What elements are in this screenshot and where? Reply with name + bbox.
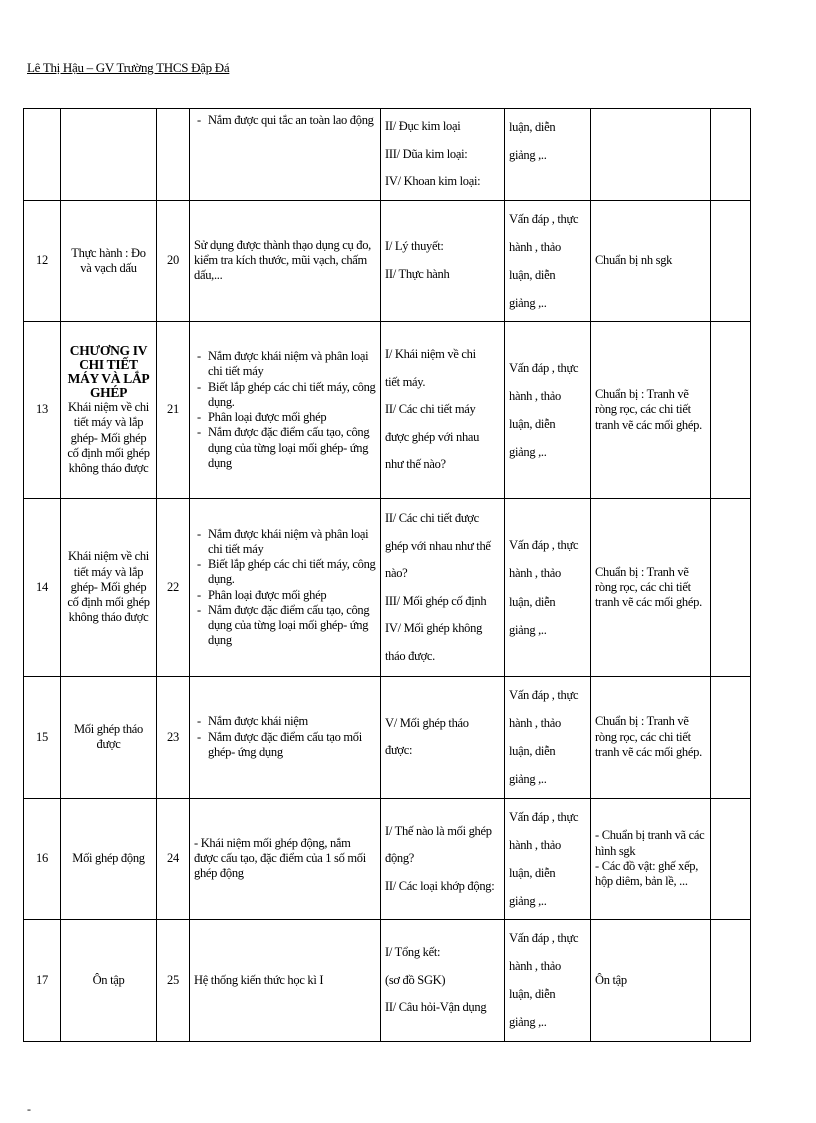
teaching-method — [505, 109, 591, 201]
prep-line: Chuẩn bị : Tranh vẽ ròng rọc, các chi tiết tranh vẽ các mối ghép. — [595, 714, 702, 759]
method-line: giảng ,.. — [509, 445, 547, 460]
method-line: hành , thảo — [509, 959, 561, 974]
table-row — [24, 677, 751, 799]
notes-cell — [711, 200, 751, 322]
lesson-title-cell — [61, 798, 157, 920]
lesson-number: 12 — [24, 200, 61, 322]
goal-item: - Phân loại được mối ghép — [208, 588, 376, 603]
period-number: 23 — [157, 677, 190, 799]
teaching-method — [505, 499, 591, 677]
lesson-title-cell — [61, 920, 157, 1042]
lesson-content — [381, 200, 505, 322]
teaching-method — [505, 200, 591, 322]
goal-item: - Nắm được đặc điểm cấu tạo mối ghép- ứng dụng — [208, 730, 376, 761]
method-line: luận, diễn — [509, 417, 556, 431]
notes-cell — [711, 677, 751, 799]
method-line: Vấn đáp , thực — [509, 360, 579, 375]
lesson-goals — [190, 920, 381, 1042]
method-line: giảng ,.. — [509, 1015, 547, 1030]
lesson-title: Khái niệm về chi tiết máy và lắp ghép- Mối ghép cố định mối ghép không tháo được — [67, 549, 150, 625]
lesson-content — [381, 677, 505, 799]
content-line: II/ Đục kim loại — [385, 119, 461, 133]
lesson-content — [381, 109, 505, 201]
lesson-title-cell — [61, 109, 157, 201]
prep-line: Chuẩn bị nh sgk — [595, 253, 673, 268]
content-line: được: — [385, 743, 413, 758]
teaching-method — [505, 322, 591, 499]
period-number: 22 — [157, 499, 190, 677]
content-line: ghép với nhau như thế — [385, 538, 491, 553]
content-line: động? — [385, 851, 415, 865]
teaching-method — [505, 920, 591, 1042]
notes-cell — [711, 920, 751, 1042]
lesson-goals — [190, 499, 381, 677]
goal-item: - Nắm được qui tắc an toàn lao động — [208, 113, 376, 128]
content-line: II/ Câu hỏi-Vận dụng — [385, 1000, 487, 1014]
goal-item: - Biết lắp ghép các chi tiết máy, công dụng. — [208, 557, 376, 588]
method-line: Vấn đáp , thực — [509, 809, 579, 824]
method-line: luận, diễn — [509, 120, 556, 134]
period-number: 20 — [157, 200, 190, 322]
goal-text: - Khái niệm mối ghép động, nắm được cấu tạo, đặc điểm của 1 số mối ghép động — [194, 835, 366, 881]
goal-item: - Nắm được khái niệm và phân loại chi tiết máy — [208, 527, 376, 558]
goals-list — [194, 349, 376, 471]
preparation — [591, 677, 711, 799]
lesson-title-cell — [61, 200, 157, 322]
content-line: III/ Mối ghép cố định — [385, 593, 487, 608]
lesson-goals — [190, 322, 381, 499]
method-line: hành , thảo — [509, 716, 561, 731]
goal-text: Sử dụng được thành thạo dụng cụ đo, kiểm tra kích thước, mũi vạch, chấm dấu,... — [194, 237, 372, 283]
preparation — [591, 499, 711, 677]
lesson-title: Khái niệm về chi tiết máy và lắp ghép- Mối ghép cố định mối ghép không tháo được — [67, 400, 150, 476]
preparation — [591, 200, 711, 322]
preparation — [591, 798, 711, 920]
content-line: I/ Lý thuyết: — [385, 239, 444, 254]
lesson-goals — [190, 677, 381, 799]
period-number: 25 — [157, 920, 190, 1042]
method-line: hành , thảo — [509, 239, 561, 254]
chapter-heading: CHƯƠNG IV CHI TIẾT MÁY VÀ LẮP GHÉP — [67, 342, 150, 401]
teaching-method — [505, 798, 591, 920]
content-line: IV/ Khoan kim loại: — [385, 174, 481, 188]
method-line: giảng ,.. — [509, 148, 547, 163]
prep-line: Chuẩn bị : Tranh vẽ ròng rọc, các chi tiết tranh vẽ các mối ghép. — [595, 387, 702, 432]
content-line: V/ Mối ghép tháo — [385, 715, 469, 730]
method-line: Vấn đáp , thực — [509, 211, 579, 226]
content-line: II/ Thực hành — [385, 266, 450, 281]
lesson-number: 13 — [24, 322, 61, 499]
lesson-title-cell — [61, 677, 157, 799]
method-line: Vấn đáp , thực — [509, 931, 579, 945]
content-line: như thế nào? — [385, 457, 446, 472]
period-number — [157, 109, 190, 201]
method-line: hành , thảo — [509, 837, 561, 852]
lesson-number: 17 — [24, 920, 61, 1042]
goal-text: Hệ thống kiến thức học kì I — [194, 972, 324, 987]
content-line: III/ Dũa kim loại: — [385, 146, 468, 161]
method-line: Vấn đáp , thực — [509, 688, 579, 702]
prep-line: - Chuẩn bị tranh vã các hình sgk — [595, 828, 705, 858]
method-line: luận, diễn — [509, 267, 556, 282]
prep-line: Chuẩn bị : Tranh vẽ ròng rọc, các chi tiết tranh vẽ các mối ghép. — [595, 564, 702, 610]
lesson-title-cell — [61, 322, 157, 499]
table-row — [24, 109, 751, 201]
lesson-number: 16 — [24, 798, 61, 920]
goal-item: - Nắm được đặc điểm cấu tạo, công dụng của từng loại mối ghép- ứng dụng — [208, 603, 376, 649]
content-line: II/ Các chi tiết được — [385, 511, 479, 525]
table-row — [24, 920, 751, 1042]
method-line: hành , thảo — [509, 566, 561, 581]
prep-line: Ôn tập — [595, 972, 627, 987]
lesson-title: Thực hành : Đo và vạch dấu — [71, 245, 146, 275]
table-row — [24, 322, 751, 499]
method-line: luận, diễn — [509, 744, 556, 759]
content-line: được ghép với nhau — [385, 429, 480, 444]
lesson-content — [381, 322, 505, 499]
prep-line: - Các đồ vật: ghế xếp, hộp diêm, bản lề, ... — [595, 858, 699, 888]
content-line: tháo được. — [385, 648, 435, 663]
method-line: hành , thảo — [509, 388, 561, 403]
method-line: Vấn đáp , thực — [509, 538, 579, 553]
lesson-content — [381, 798, 505, 920]
content-line: I/ Tổng kết: — [385, 945, 441, 959]
notes-cell — [711, 499, 751, 677]
lesson-title: Mối ghép tháo được — [73, 722, 143, 752]
goal-item: - Phân loại được mối ghép — [208, 410, 376, 425]
content-line: tiết máy. — [385, 374, 426, 389]
content-line: IV/ Mối ghép không — [385, 621, 483, 635]
lesson-title-cell — [61, 499, 157, 677]
period-number: 24 — [157, 798, 190, 920]
lesson-goals — [190, 109, 381, 201]
table-row — [24, 200, 751, 322]
method-line: giảng ,.. — [509, 622, 547, 637]
method-line: giảng ,.. — [509, 295, 547, 310]
goals-list — [194, 113, 376, 128]
teaching-method — [505, 677, 591, 799]
content-line: nào? — [385, 566, 408, 580]
content-line: I/ Khái niệm về chi — [385, 347, 476, 362]
lesson-content — [381, 499, 505, 677]
lesson-number: 14 — [24, 499, 61, 677]
period-number: 21 — [157, 322, 190, 499]
table-row — [24, 798, 751, 920]
goals-list — [194, 527, 376, 649]
lesson-plan-table — [23, 108, 751, 1042]
preparation — [591, 322, 711, 499]
content-line: I/ Thế nào là mối ghép — [385, 823, 492, 838]
preparation — [591, 920, 711, 1042]
goal-item: - Nắm được khái niệm và phân loại chi tiết máy — [208, 349, 376, 380]
document-header: Lê Thị Hậu – GV Trường THCS Đập Đá — [27, 60, 230, 75]
lesson-content — [381, 920, 505, 1042]
notes-cell — [711, 109, 751, 201]
method-line: luận, diễn — [509, 987, 556, 1002]
content-line: II/ Các loại khớp động: — [385, 878, 495, 893]
method-line: giảng ,.. — [509, 893, 547, 908]
lesson-title: Ôn tập — [92, 972, 125, 987]
lesson-plan-body — [24, 109, 751, 1042]
goal-item: - Nắm được khái niệm — [208, 714, 376, 729]
method-line: luận, diễn — [509, 594, 556, 609]
footer-mark: - — [27, 1102, 31, 1116]
notes-cell — [711, 322, 751, 499]
lesson-goals — [190, 798, 381, 920]
goals-list — [194, 714, 376, 760]
goal-item: - Biết lắp ghép các chi tiết máy, công dụng. — [208, 380, 376, 411]
goal-item: - Nắm được đặc điểm cấu tạo, công dụng của từng loại mối ghép- ứng dụng — [208, 425, 376, 471]
lesson-title: Mối ghép động — [72, 851, 145, 866]
table-row — [24, 499, 751, 677]
notes-cell — [711, 798, 751, 920]
preparation — [591, 109, 711, 201]
lesson-number: 15 — [24, 677, 61, 799]
lesson-goals — [190, 200, 381, 322]
content-line: II/ Các chi tiết máy — [385, 402, 476, 417]
method-line: luận, diễn — [509, 865, 556, 880]
lesson-number — [24, 109, 61, 201]
method-line: giảng ,.. — [509, 772, 547, 787]
content-line: (sơ đồ SGK) — [385, 972, 446, 987]
